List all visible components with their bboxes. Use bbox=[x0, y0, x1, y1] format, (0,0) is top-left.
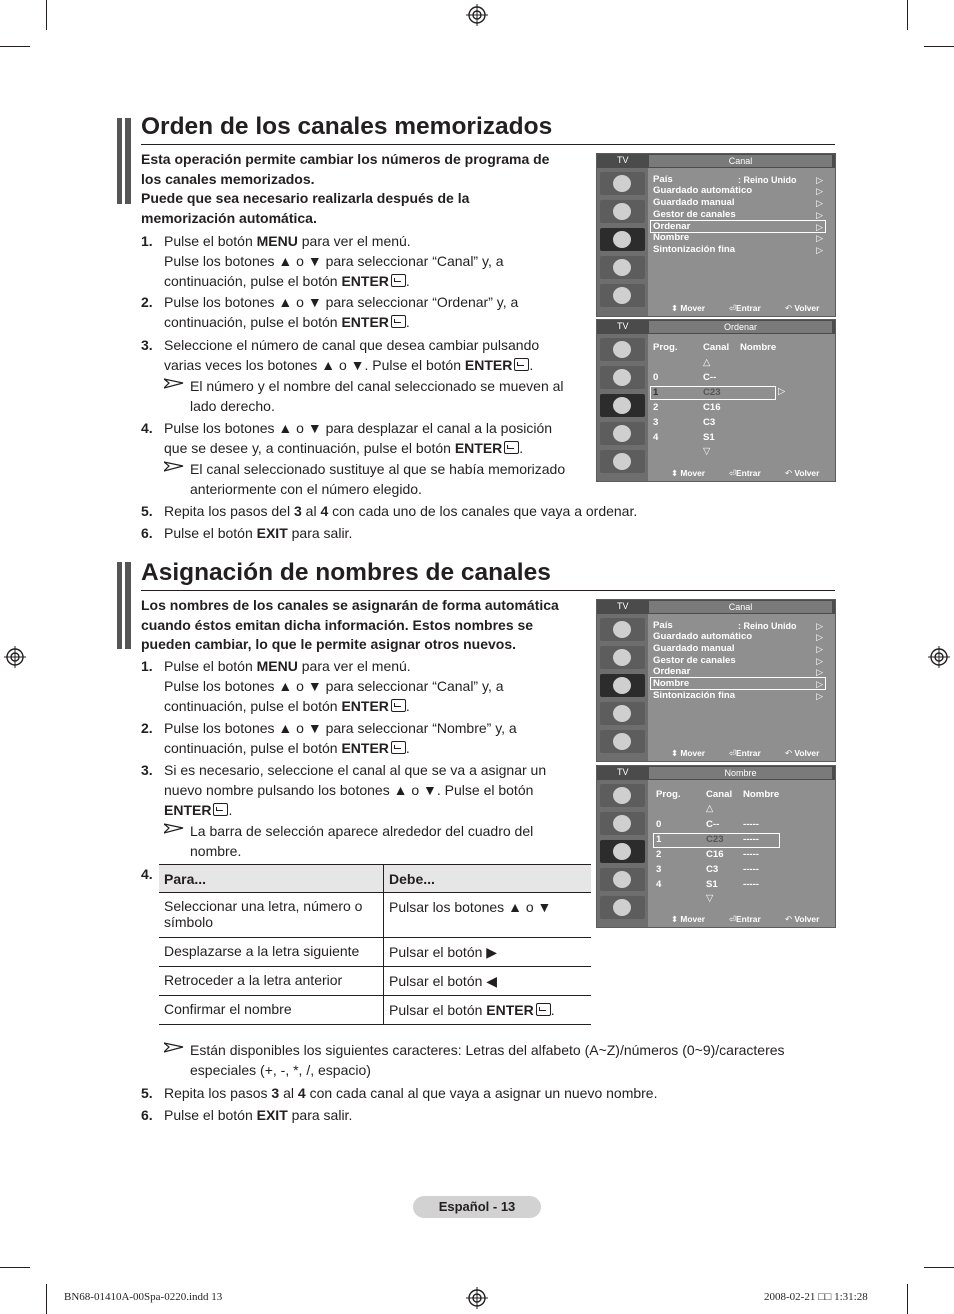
step-text: Pulse el botón MENU para ver el menú. Pulse los botones ▲ o ▼ para seleccionar “Canal” y, a continuación, pulse el botón ENTER . bbox=[164, 658, 504, 714]
registration-mark-icon bbox=[4, 646, 26, 668]
instruction-table bbox=[159, 864, 591, 1025]
step-number: 3. bbox=[141, 337, 153, 353]
step-number: 5. bbox=[141, 503, 153, 519]
table-row: Seleccionar una letra, número o símbolo Pulsar los botones ▲ o ▼ bbox=[159, 893, 591, 938]
table-header bbox=[159, 865, 591, 893]
step-text: Pulse el botón EXIT para salir. bbox=[164, 525, 353, 541]
enter-icon bbox=[536, 1003, 551, 1016]
crop-mark bbox=[924, 1267, 954, 1268]
tv-menu-canal: TV Canal País : Reino Unido Guardado automático Guardado manual Gestor de canales Ordenar Nombre Sintonización fina ▷ ▷ ▷ ▷ ▷ ▷ ▷ ⬍ Mover ⏎Entrar ↶ Volver bbox=[596, 153, 836, 317]
step-number: 1. bbox=[141, 658, 153, 674]
tv-menu-ordenar: TV Ordenar Prog. Canal Nombre △ 0 C-- 1 C23 ▷ 2 C16 3 C3 4 S1 ▽ ⬍ Mover ⏎Entrar ↶ Volver bbox=[596, 319, 836, 482]
table-header-cell: Para... bbox=[159, 865, 384, 893]
step-number: 2. bbox=[141, 294, 153, 310]
intro-line: Esta operación permite cambiar los números de programa de bbox=[141, 151, 550, 167]
step-text: Pulse el botón EXIT para salir. bbox=[164, 1107, 353, 1123]
step-text: Pulse los botones ▲ o ▼ para desplazar el canal a la posición que se desee y, a continuación, pulse el botón ENTER . bbox=[164, 420, 553, 456]
intro-line: cuando éstos emitan dicha información. Estos nombres se bbox=[141, 616, 534, 633]
section-title: Orden de los canales memorizados bbox=[141, 113, 553, 140]
enter-icon bbox=[213, 803, 228, 816]
registration-mark-icon bbox=[928, 646, 950, 668]
step-number: 4. bbox=[141, 420, 153, 436]
step-number: 6. bbox=[141, 1107, 153, 1123]
page-number: Español - 13 bbox=[413, 1196, 541, 1218]
title-rule bbox=[141, 590, 835, 591]
intro-text bbox=[141, 596, 559, 655]
crop-mark bbox=[46, 0, 47, 30]
table-row: Retroceder a la letra anterior Pulsar el botón ◀ bbox=[159, 967, 591, 996]
intro-text bbox=[141, 150, 549, 229]
section-title: Asignación de nombres de canales bbox=[141, 559, 551, 586]
table-row: Desplazarse a la letra siguiente Pulsar el botón ▶ bbox=[159, 938, 591, 967]
enter-icon bbox=[391, 315, 406, 328]
step-text: Seleccione el número de canal que desea cambiar pulsando varias veces los botones ▲ o ▼. Pulse el botón ENTER . bbox=[164, 337, 540, 373]
enter-icon bbox=[391, 274, 406, 287]
registration-mark-icon bbox=[466, 4, 488, 26]
tv-menu-canal: TV Canal País : Reino Unido Guardado automático Guardado manual Gestor de canales Ordenar Nombre Sintonización fina ▷ ▷ ▷ ▷ ▷ ▷ ▷ ⬍ Mover ⏎Entrar ↶ Volver bbox=[596, 599, 836, 762]
section-bar bbox=[117, 562, 131, 649]
enter-icon bbox=[391, 741, 406, 754]
crop-mark bbox=[46, 1284, 47, 1314]
table-header-cell: Debe... bbox=[384, 865, 592, 893]
intro-line: memorización automática. bbox=[141, 210, 317, 227]
crop-mark bbox=[924, 46, 954, 47]
print-slug: BN68-01410A-00Spa-0220.indd 13 bbox=[64, 1291, 223, 1303]
crop-mark bbox=[907, 0, 908, 30]
title-rule bbox=[141, 144, 835, 145]
step-text: Pulse el botón MENU para ver el menú. Pulse los botones ▲ o ▼ para seleccionar “Canal” y, a continuación, pulse el botón ENTER . bbox=[164, 233, 504, 289]
step-number: 4. bbox=[141, 866, 153, 882]
intro-line: Los nombres de los canales se asignarán de forma automática bbox=[141, 597, 559, 613]
intro-line: pueden cambiar, lo que le permite asignar otros nuevos. bbox=[141, 636, 516, 653]
crop-mark bbox=[0, 46, 30, 47]
note-arrow-icon bbox=[164, 823, 184, 835]
table-row: Confirmar el nombre Pulsar el botón ENTER . bbox=[159, 996, 591, 1025]
step-text: Repita los pasos del 3 al 4 con cada uno de los canales que vaya a ordenar. bbox=[164, 503, 638, 519]
step-number: 2. bbox=[141, 720, 153, 736]
intro-line: Puede que sea necesario realizarla después de la bbox=[141, 190, 470, 207]
step-number: 1. bbox=[141, 233, 153, 249]
note-arrow-icon bbox=[164, 1042, 184, 1054]
step-number: 3. bbox=[141, 762, 153, 778]
tv-menu-nombre: TV Nombre Prog. Canal Nombre △ 0 C-- ----- 1 C23 ----- 2 C16 ----- 3 C3 ----- 4 S1 ----- ▽ ⬍ Mover ⏎Entrar ↶ Volver bbox=[596, 765, 836, 928]
step-text: Pulse los botones ▲ o ▼ para seleccionar “Nombre” y, a continuación, pulse el botón ENTER . bbox=[164, 720, 517, 756]
print-date: 2008-02-21 □□ 1:31:28 bbox=[764, 1291, 868, 1303]
crop-mark bbox=[907, 1284, 908, 1314]
step-number: 6. bbox=[141, 525, 153, 541]
enter-icon bbox=[514, 358, 529, 371]
enter-icon bbox=[504, 441, 519, 454]
step-number: 5. bbox=[141, 1085, 153, 1101]
intro-line: los canales memorizados. bbox=[141, 170, 315, 187]
enter-icon bbox=[391, 699, 406, 712]
note-arrow-icon bbox=[164, 378, 184, 390]
step-text: Pulse los botones ▲ o ▼ para seleccionar “Ordenar” y, a continuación, pulse el botón ENTER . bbox=[164, 294, 519, 330]
step-text: Si es necesario, seleccione el canal al que se va a asignar un nuevo nombre pulsando los botones ▲ o ▼. Pulse el botón ENTER . bbox=[164, 762, 547, 818]
section-bar bbox=[117, 118, 131, 204]
registration-mark-icon bbox=[466, 1287, 488, 1309]
step-text: Repita los pasos 3 al 4 con cada canal al que vaya a asignar un nuevo nombre. bbox=[164, 1085, 658, 1101]
note-arrow-icon bbox=[164, 461, 184, 473]
crop-mark bbox=[0, 1267, 30, 1268]
